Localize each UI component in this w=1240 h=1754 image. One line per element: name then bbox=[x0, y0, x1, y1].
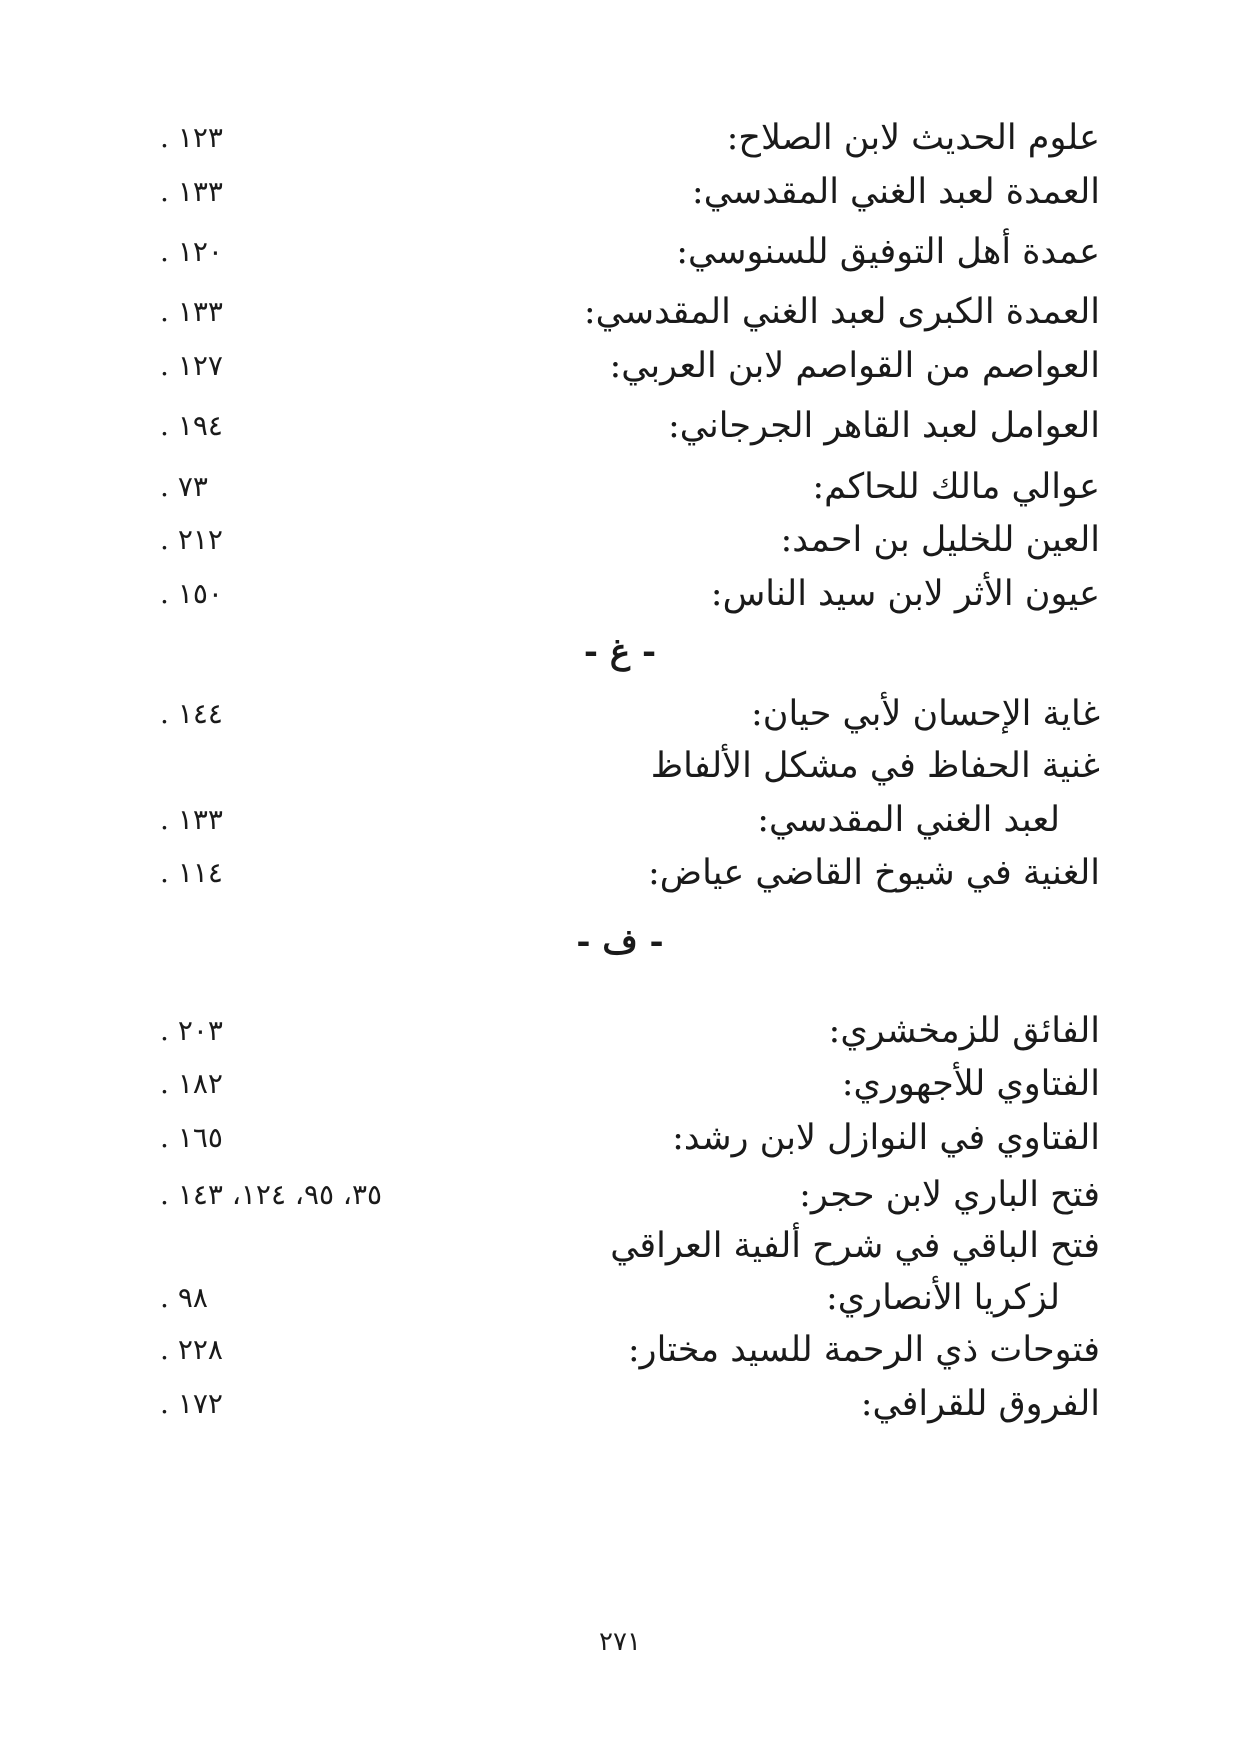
entry-title: فتح الباري لابن حجر: bbox=[799, 1175, 1100, 1215]
entry-title: علوم الحديث لابن الصلاح: bbox=[726, 118, 1100, 158]
entry-pages: ١١٤ . bbox=[160, 856, 223, 889]
entry-title-continued: لزكريا الأنصاري: bbox=[825, 1278, 1060, 1318]
section-heading-ghain: - غ - bbox=[583, 632, 657, 672]
index-entry bbox=[0, 510, 1240, 570]
entry-pages: ٧٣ . bbox=[160, 470, 208, 503]
entry-title: فتوحات ذي الرحمة للسيد مختار: bbox=[627, 1330, 1100, 1370]
page-number: ٢٧١ bbox=[599, 1627, 641, 1657]
index-entry bbox=[0, 336, 1240, 396]
index-entry bbox=[0, 1001, 1240, 1061]
entry-pages: ١٦٥ . bbox=[160, 1121, 223, 1154]
entry-pages: ١٣٣ . bbox=[160, 803, 223, 836]
index-entry-continuation bbox=[0, 1268, 1240, 1328]
index-entry bbox=[0, 108, 1240, 168]
entry-pages: ١٧٢ . bbox=[160, 1387, 223, 1420]
entry-title: العوامل لعبد القاهر الجرجاني: bbox=[667, 406, 1100, 446]
entry-pages: ١٤٤ . bbox=[160, 697, 223, 730]
entry-title: عوالي مالك للحاكم: bbox=[812, 467, 1100, 507]
section-heading-fa: - ف - bbox=[576, 922, 664, 962]
entry-title-continued: لعبد الغني المقدسي: bbox=[757, 800, 1060, 840]
entry-pages: ٢١٢ . bbox=[160, 523, 223, 556]
entry-pages: ١٩٤ . bbox=[160, 409, 223, 442]
index-entry bbox=[0, 396, 1240, 456]
entry-pages: ١٢٧ . bbox=[160, 349, 223, 382]
entry-pages: ٩٨ . bbox=[160, 1281, 208, 1314]
entry-title: الفتاوي للأجهوري: bbox=[841, 1064, 1100, 1104]
index-entry bbox=[0, 1374, 1240, 1434]
entry-title: العين للخليل بن احمد: bbox=[780, 520, 1100, 560]
index-entry bbox=[0, 1054, 1240, 1114]
entry-pages: ٣٥، ٩٥، ١٢٤، ١٤٣ . bbox=[160, 1178, 383, 1211]
entry-title: فتح الباقي في شرح ألفية العراقي bbox=[610, 1226, 1100, 1266]
entry-title: غاية الإحسان لأبي حيان: bbox=[751, 694, 1100, 734]
entry-pages: ١٥٠ . bbox=[160, 577, 223, 610]
index-entry bbox=[0, 162, 1240, 222]
entry-pages: ١٣٣ . bbox=[160, 175, 223, 208]
index-entry bbox=[0, 1320, 1240, 1380]
index-entry bbox=[0, 1216, 1240, 1276]
entry-title: العواصم من القواصم لابن العربي: bbox=[609, 346, 1100, 386]
index-entry bbox=[0, 736, 1240, 796]
entry-title: الفروق للقرافي: bbox=[860, 1384, 1100, 1424]
entry-title: عمدة أهل التوفيق للسنوسي: bbox=[676, 232, 1100, 272]
entry-pages: ١٣٣ . bbox=[160, 295, 223, 328]
index-entry bbox=[0, 684, 1240, 744]
entry-pages: ١٨٢ . bbox=[160, 1067, 223, 1100]
entry-title: الفتاوي في النوازل لابن رشد: bbox=[672, 1118, 1100, 1158]
entry-pages: ٢٠٣ . bbox=[160, 1014, 223, 1047]
entry-pages: ٢٢٨ . bbox=[160, 1333, 223, 1366]
index-entry-continuation bbox=[0, 790, 1240, 850]
index-entry bbox=[0, 843, 1240, 903]
entry-title: العمدة الكبرى لعبد الغني المقدسي: bbox=[583, 292, 1100, 332]
entry-title: الفائق للزمخشري: bbox=[828, 1011, 1100, 1051]
index-entry bbox=[0, 564, 1240, 624]
index-entry bbox=[0, 1108, 1240, 1168]
entry-pages: ١٢٠ . bbox=[160, 235, 223, 268]
entry-title: العمدة لعبد الغني المقدسي: bbox=[691, 172, 1100, 212]
entry-title: غنية الحفاظ في مشكل الألفاظ bbox=[650, 746, 1100, 786]
index-entry bbox=[0, 222, 1240, 282]
entry-title: الغنية في شيوخ القاضي عياض: bbox=[648, 853, 1100, 893]
entry-pages: ١٢٣ . bbox=[160, 121, 223, 154]
entry-title: عيون الأثر لابن سيد الناس: bbox=[710, 574, 1100, 614]
index-entry bbox=[0, 457, 1240, 517]
index-entry bbox=[0, 282, 1240, 342]
